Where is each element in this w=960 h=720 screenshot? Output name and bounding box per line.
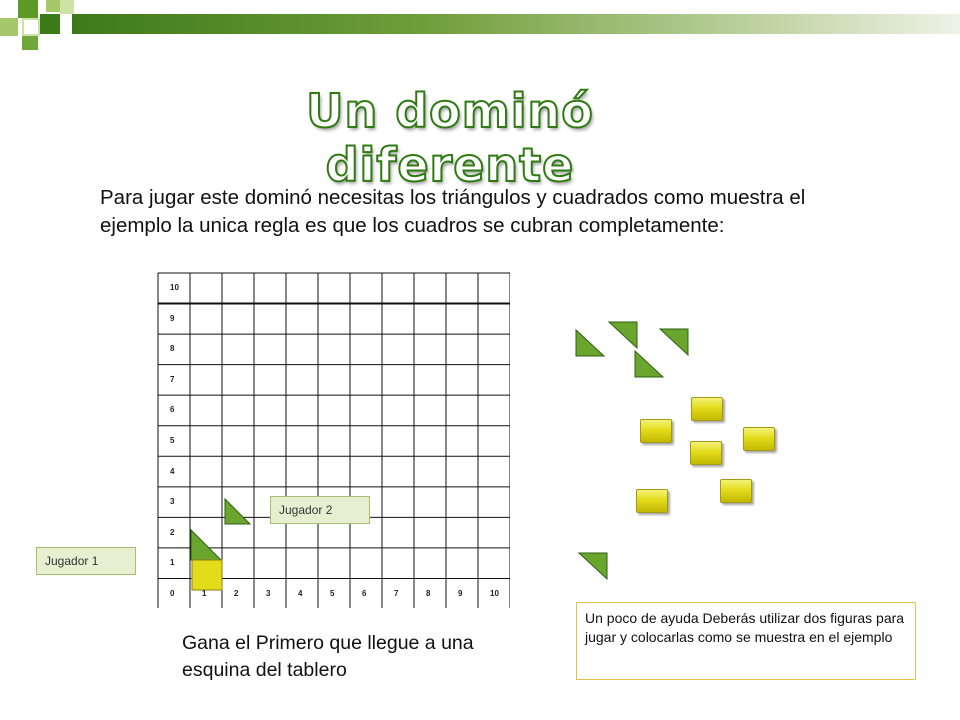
column-label: 1 bbox=[202, 588, 207, 598]
header-bar bbox=[72, 14, 960, 34]
board-triangle-piece-2 bbox=[191, 530, 221, 560]
row-label: 3 bbox=[170, 497, 175, 507]
triangle-piece bbox=[633, 349, 665, 381]
game-board bbox=[155, 270, 510, 608]
column-label: 4 bbox=[298, 588, 303, 598]
column-label: 6 bbox=[362, 588, 367, 598]
player2-callout bbox=[270, 496, 370, 524]
row-label: 7 bbox=[170, 374, 175, 384]
column-label: 0 bbox=[170, 588, 175, 598]
board-triangle-piece-1 bbox=[225, 499, 250, 524]
column-label: 3 bbox=[266, 588, 271, 598]
column-label: 9 bbox=[458, 588, 463, 598]
board-square-piece bbox=[192, 560, 222, 590]
square-piece bbox=[636, 489, 668, 513]
row-label: 1 bbox=[170, 558, 175, 568]
square-piece bbox=[691, 397, 723, 421]
column-label: 2 bbox=[234, 588, 239, 598]
triangle-piece bbox=[607, 320, 639, 352]
square-piece bbox=[743, 427, 775, 451]
row-label: 9 bbox=[170, 313, 175, 323]
intro-text: Para jugar este dominó necesitas los triángulos y cuadrados como muestra el ejemplo la unica regla es que los cuadros se cubran completamente: bbox=[100, 186, 806, 237]
row-label: 4 bbox=[170, 466, 175, 476]
board-grid bbox=[155, 270, 510, 608]
row-label: 8 bbox=[170, 344, 175, 354]
column-label: 5 bbox=[330, 588, 335, 598]
corner-decoration bbox=[0, 0, 80, 60]
page-title: Un dominó diferente bbox=[306, 84, 594, 192]
row-label: 2 bbox=[170, 527, 175, 537]
player1-label: Jugador 1 bbox=[45, 554, 99, 568]
square-piece bbox=[690, 441, 722, 465]
column-label: 8 bbox=[426, 588, 431, 598]
triangle-piece bbox=[577, 551, 609, 583]
win-condition-text: Gana el Primero que llegue a una esquina del tablero bbox=[182, 632, 474, 681]
player2-label: Jugador 2 bbox=[279, 503, 333, 517]
square-piece bbox=[640, 419, 672, 443]
player1-callout bbox=[36, 547, 136, 575]
square-piece bbox=[720, 479, 752, 503]
row-label: 6 bbox=[170, 405, 175, 415]
row-label: 10 bbox=[170, 283, 179, 293]
help-box: Un poco de ayuda Deberás utilizar dos figuras para jugar y colocarlas como se muestra en el ejemplo bbox=[576, 602, 916, 680]
row-label: 5 bbox=[170, 436, 175, 445]
triangle-piece bbox=[574, 328, 606, 360]
column-label: 10 bbox=[490, 588, 499, 598]
column-label: 7 bbox=[394, 588, 399, 598]
